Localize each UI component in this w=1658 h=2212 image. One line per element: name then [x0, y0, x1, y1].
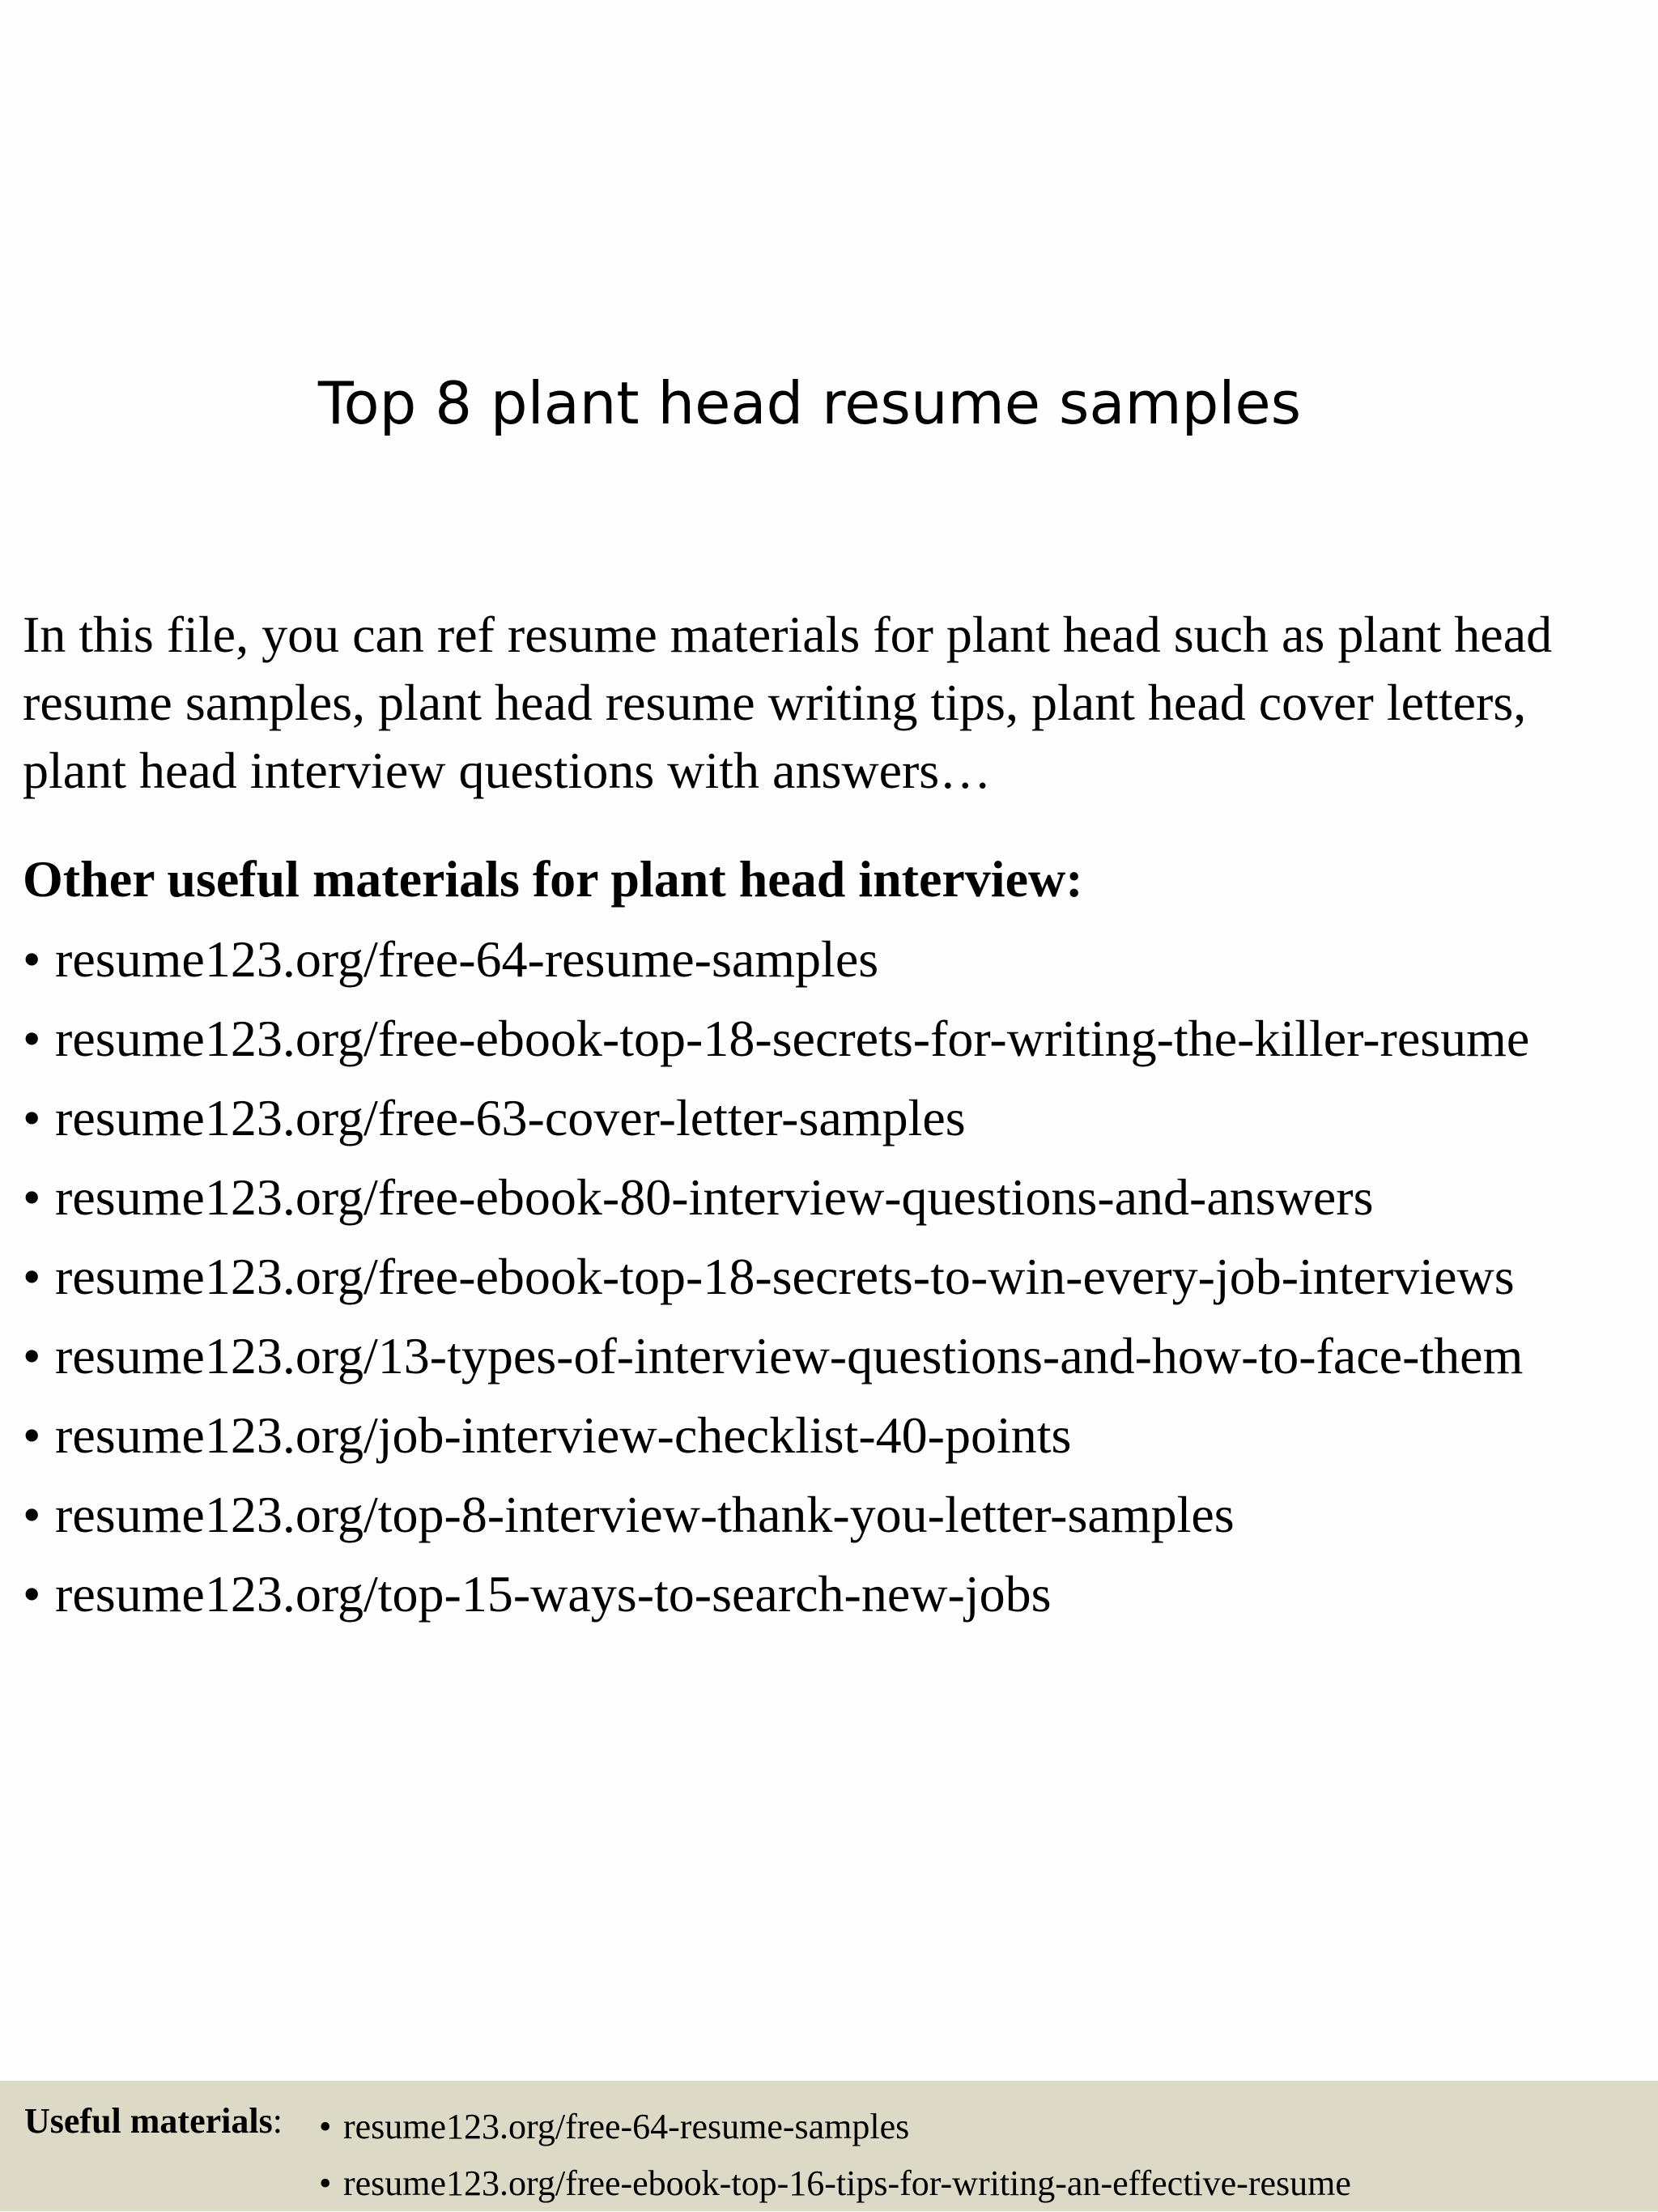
page-title: Top 8 plant head resume samples	[317, 369, 1302, 437]
bullet: •	[23, 1168, 41, 1226]
bullet: •	[23, 1089, 41, 1146]
intro-paragraph: In this file, you can ref resume materials for plant head such as plant head resume samples, plant head resume writing tips, plant head cover letters, plant head interview questions with answers…	[23, 606, 1553, 799]
bullet: •	[23, 1327, 41, 1385]
footer-bar	[0, 2081, 1658, 2211]
footer-link-resume-samples[interactable]: resume123.org/free-64-resume-samples	[343, 2107, 910, 2146]
list-item	[23, 1158, 1529, 1237]
list-item	[23, 1475, 1529, 1555]
link-13-types-interview-questions[interactable]: resume123.org/13-types-of-interview-questions-and-how-to-face-them	[55, 1327, 1524, 1385]
footer-link-list	[319, 2099, 1351, 2212]
list-item	[23, 1396, 1529, 1475]
bullet: •	[23, 1406, 41, 1464]
link-ebook-18-secrets-resume[interactable]: resume123.org/free-ebook-top-18-secrets-for-writing-the-killer-resume	[55, 1010, 1530, 1067]
link-free-64-resume-samples[interactable]: resume123.org/free-64-resume-samples	[55, 930, 879, 988]
bullet: •	[23, 1010, 41, 1067]
bullet: •	[23, 1248, 41, 1305]
link-thank-you-letter-samples[interactable]: resume123.org/top-8-interview-thank-you-letter-samples	[55, 1486, 1235, 1543]
bullet: •	[23, 1486, 41, 1543]
materials-link-list	[23, 920, 1529, 1634]
bullet: •	[23, 930, 41, 988]
link-63-cover-letter-samples[interactable]: resume123.org/free-63-cover-letter-samples	[55, 1089, 966, 1146]
list-item	[23, 920, 1529, 999]
link-ebook-80-interview-questions[interactable]: resume123.org/free-ebook-80-interview-questions-and-answers	[55, 1168, 1374, 1226]
list-item	[23, 1237, 1529, 1317]
materials-heading: Other useful materials for plant head interview:	[23, 850, 1083, 908]
list-item	[319, 2155, 1351, 2212]
list-item	[319, 2099, 1351, 2155]
footer-label	[24, 2099, 283, 2144]
list-item	[23, 999, 1529, 1078]
footer-colon: :	[272, 2101, 283, 2141]
bullet: •	[319, 2107, 332, 2146]
footer-label-text: Useful materials	[24, 2101, 273, 2141]
link-ebook-18-secrets-interviews[interactable]: resume123.org/free-ebook-top-18-secrets-to-win-every-job-interviews	[55, 1248, 1515, 1305]
list-item	[23, 1317, 1529, 1396]
bullet: •	[23, 1565, 41, 1623]
link-15-ways-search-jobs[interactable]: resume123.org/top-15-ways-to-search-new-jobs	[55, 1565, 1052, 1623]
bullet: •	[319, 2163, 332, 2203]
list-item	[23, 1555, 1529, 1634]
footer-link-ebook-16-tips[interactable]: resume123.org/free-ebook-top-16-tips-for-writing-an-effective-resume	[343, 2163, 1351, 2203]
list-item	[23, 1078, 1529, 1158]
link-interview-checklist[interactable]: resume123.org/job-interview-checklist-40-points	[55, 1406, 1072, 1464]
